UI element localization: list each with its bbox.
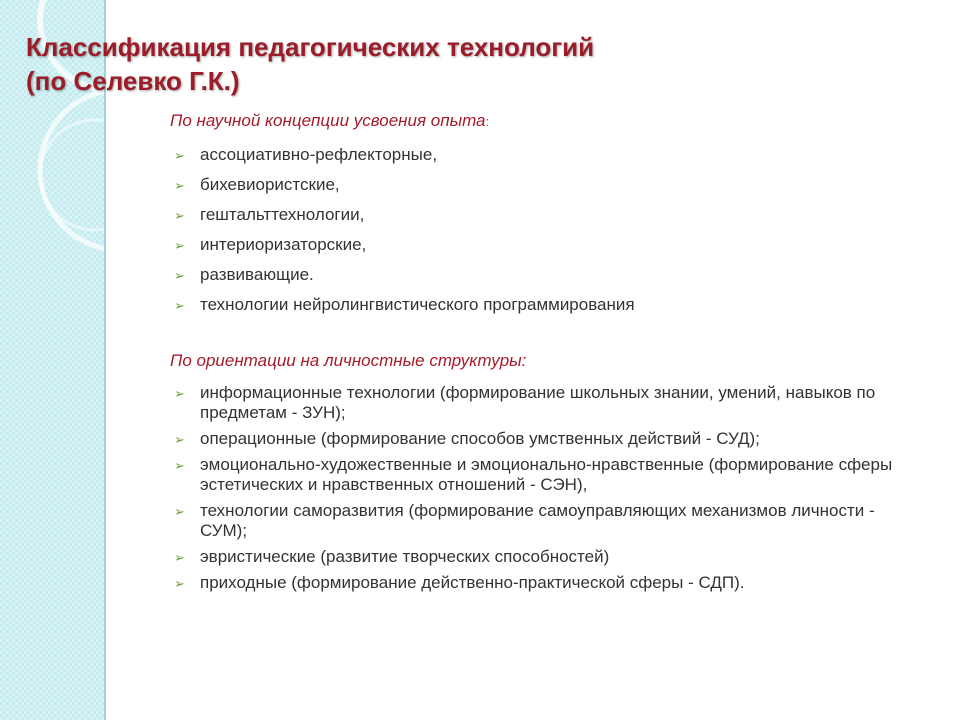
personality-list	[170, 383, 910, 593]
list-item	[170, 264, 910, 285]
slide-content	[170, 110, 910, 599]
arrow-bullet-icon: ➢	[174, 268, 185, 283]
list-item-text: операционные (формирование способов умственных действий - СУД);	[200, 429, 760, 448]
list-item	[170, 501, 910, 541]
list-item-text: эмоционально-художественные и эмоционально-нравственные (формирование сферы эстетических и нравственных отношений - СЭН),	[200, 455, 893, 494]
list-item	[170, 547, 910, 567]
arrow-bullet-icon: ➢	[174, 576, 185, 591]
arrow-bullet-icon: ➢	[174, 458, 185, 473]
list-item-text: информационные технологии (формирование школьных знании, умений, навыков по предметам - ЗУН);	[200, 383, 876, 422]
list-item	[170, 234, 910, 255]
list-item-text: гештальттехнологии,	[200, 205, 365, 224]
arrow-bullet-icon: ➢	[174, 238, 185, 253]
list-item	[170, 204, 910, 225]
list-item-text: приходные (формирование действенно-практической сферы - СДП).	[200, 573, 745, 592]
arrow-bullet-icon: ➢	[174, 298, 185, 313]
list-item-text: ассоциативно-рефлекторные,	[200, 145, 438, 164]
title-line-2: (по Селевко Г.К.)	[26, 66, 240, 96]
list-item	[170, 455, 910, 495]
arrow-bullet-icon: ➢	[174, 178, 185, 193]
list-item-text: развивающие.	[200, 265, 314, 284]
band-edge-line	[104, 0, 106, 720]
arrow-bullet-icon: ➢	[174, 148, 185, 163]
concept-list	[170, 144, 910, 315]
list-item	[170, 174, 910, 195]
list-item	[170, 144, 910, 165]
arrow-bullet-icon: ➢	[174, 432, 185, 447]
section-heading-concept-text: По научной концепции усвоения опыта	[170, 111, 486, 130]
arrow-bullet-icon: ➢	[174, 386, 185, 401]
section-heading-concept	[170, 110, 910, 133]
list-item	[170, 383, 910, 423]
arrow-bullet-icon: ➢	[174, 208, 185, 223]
title-line-1: Классификация педагогических технологий	[26, 32, 595, 62]
list-item	[170, 294, 910, 315]
heading-colon: :	[485, 114, 490, 129]
list-item	[170, 573, 910, 593]
list-item	[170, 429, 910, 449]
list-item-text: технологии саморазвития (формирование самоуправляющих механизмов личности - СУМ);	[200, 501, 875, 540]
list-item-text: интериоризаторские,	[200, 235, 367, 254]
slide-title	[26, 30, 726, 98]
list-item-text: технологии нейролингвистического программирования	[200, 295, 635, 314]
section-heading-personality: По ориентации на личностные структуры:	[170, 351, 527, 370]
list-item-text: эвристические (развитие творческих способностей)	[200, 547, 610, 566]
arrow-bullet-icon: ➢	[174, 550, 185, 565]
list-item-text: бихевиористские,	[200, 175, 340, 194]
arrow-bullet-icon: ➢	[174, 504, 185, 519]
decorative-side-band	[0, 0, 106, 720]
